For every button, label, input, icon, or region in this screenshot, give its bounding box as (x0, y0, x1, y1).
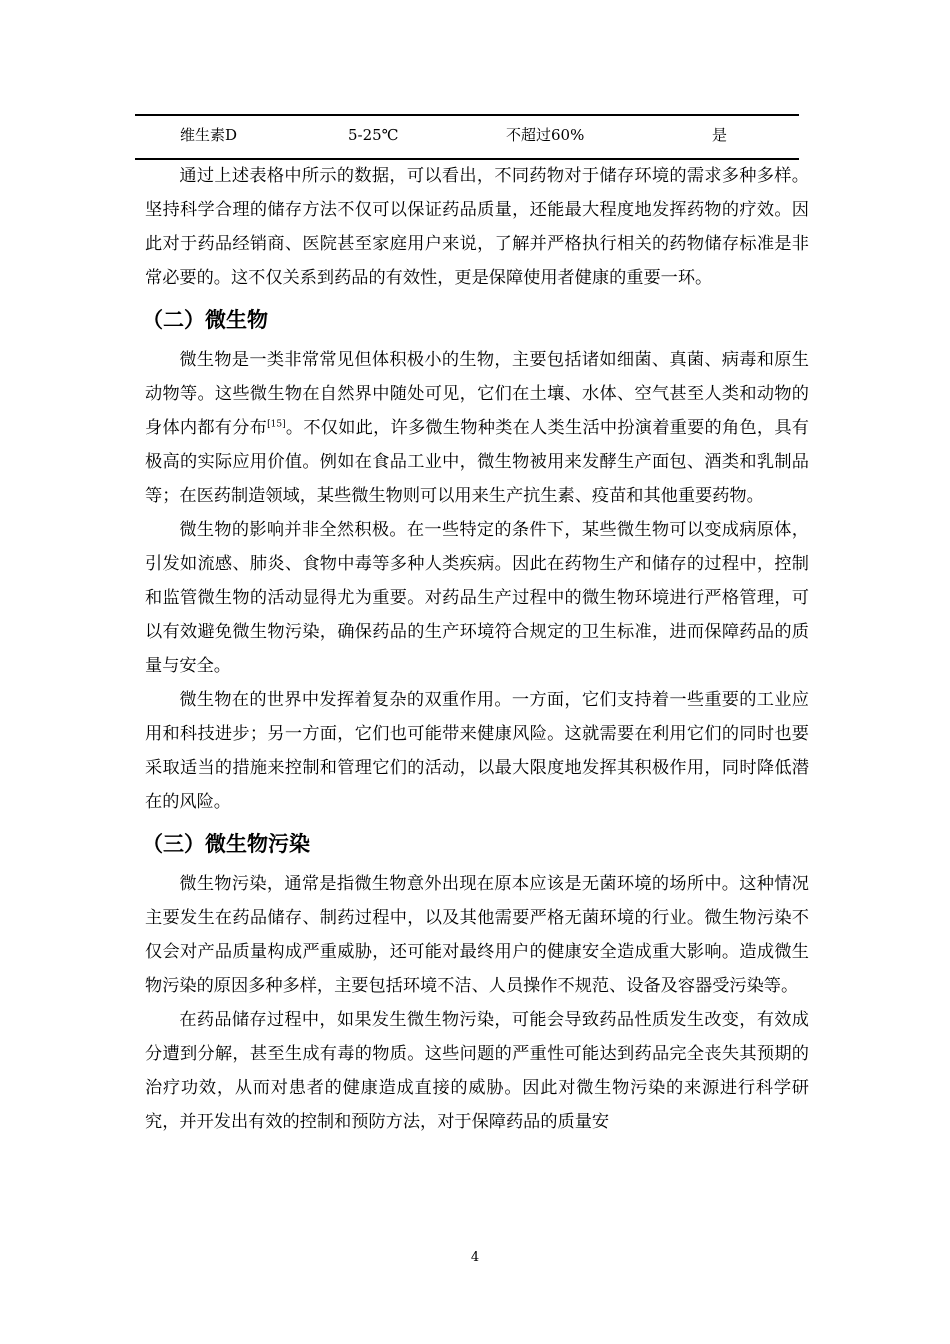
table-cell-name: 维生素D (180, 126, 238, 144)
paragraph-microorganisms-risks: 微生物的影响并非全然积极。在一些特定的条件下，某些微生物可以变成病原体，引发如流感、肺炎、食物中毒等多种人类疾病。因此在药物生产和储存的过程中，控制和监管微生物的活动显得尤为重要。对药品生产过程中的微生物环境进行严格管理，可以有效避免微生物污染，确保药品的生产环境符合规定的卫生标准，进而保障药品的质量与安全。 (145, 520, 809, 676)
paragraph-microorganisms-dual-role: 微生物在的世界中发挥着复杂的双重作用。一方面，它们支持着一些重要的工业应用和科技进步；另一方面，它们也可能带来健康风险。这就需要在利用它们的同时也要采取适当的措施来控制和管理它们的活动，以最大限度地发挥其积极作用，同时降低潜在的风险。 (145, 690, 809, 812)
table-top-rule (135, 114, 799, 116)
section-heading-contamination: （三）微生物污染 (142, 832, 310, 856)
paragraph-microorganisms-intro (145, 343, 809, 513)
paragraph-text: 。不仅如此，许多微生物种类在人类生活中扮演着重要的角色，具有极高的实际应用价值。例如在食品工业中，微生物被用来发酵生产面包、酒类和乳制品等；在医药制造领域，某些微生物则可以用来生产抗生素、疫苗和其他重要药物。 (145, 418, 809, 506)
storage-table-fragment (135, 114, 799, 160)
paragraph-storage-summary: 通过上述表格中所示的数据，可以看出，不同药物对于储存环境的需求多种多样。坚持科学合理的储存方法不仅可以保证药品质量，还能最大程度地发挥药物的疗效。因此对于药品经销商、医院甚至家庭用户来说，了解并严格执行相关的药物储存标准是非常必要的。这不仅关系到药品的有效性，更是保障使用者健康的重要一环。 (145, 166, 809, 288)
paragraph-text: 微生物是一类非常常见但体积极小的生物，主要包括诸如细菌、真菌、病毒和原生动物等。这些微生物在自然界中随处可见，它们在土壤、水体、空气甚至人类和动物的身体内都有分布 (145, 350, 809, 438)
paragraph-contamination-effects: 在药品储存过程中，如果发生微生物污染，可能会导致药品性质发生改变，有效成分遭到分解，甚至生成有毒的物质。这些问题的严重性可能达到药品完全丧失其预期的治疗功效，从而对患者的健康造成直接的威胁。因此对微生物污染的来源进行科学研究，并开发出有效的控制和预防方法，对于保障药品的质量安 (145, 1010, 809, 1132)
table-cell-flag: 是 (712, 126, 728, 144)
table-cell-humidity: 不超过60% (506, 126, 585, 144)
paragraph-contamination-definition: 微生物污染，通常是指微生物意外出现在原本应该是无菌环境的场所中。这种情况主要发生在药品储存、制药过程中，以及其他需要严格无菌环境的行业。微生物污染不仅会对产品质量构成严重威胁，还可能对最终用户的健康安全造成重大影响。造成微生物污染的原因多种多样，主要包括环境不洁、人员操作不规范、设备及容器受污染等。 (145, 874, 809, 996)
citation-reference: [15] (267, 419, 286, 430)
section-heading-microorganisms: （二）微生物 (142, 308, 268, 332)
body-text (142, 159, 809, 1139)
page-number: 4 (470, 1250, 480, 1265)
table-cell-temperature: 5-25℃ (348, 126, 399, 144)
